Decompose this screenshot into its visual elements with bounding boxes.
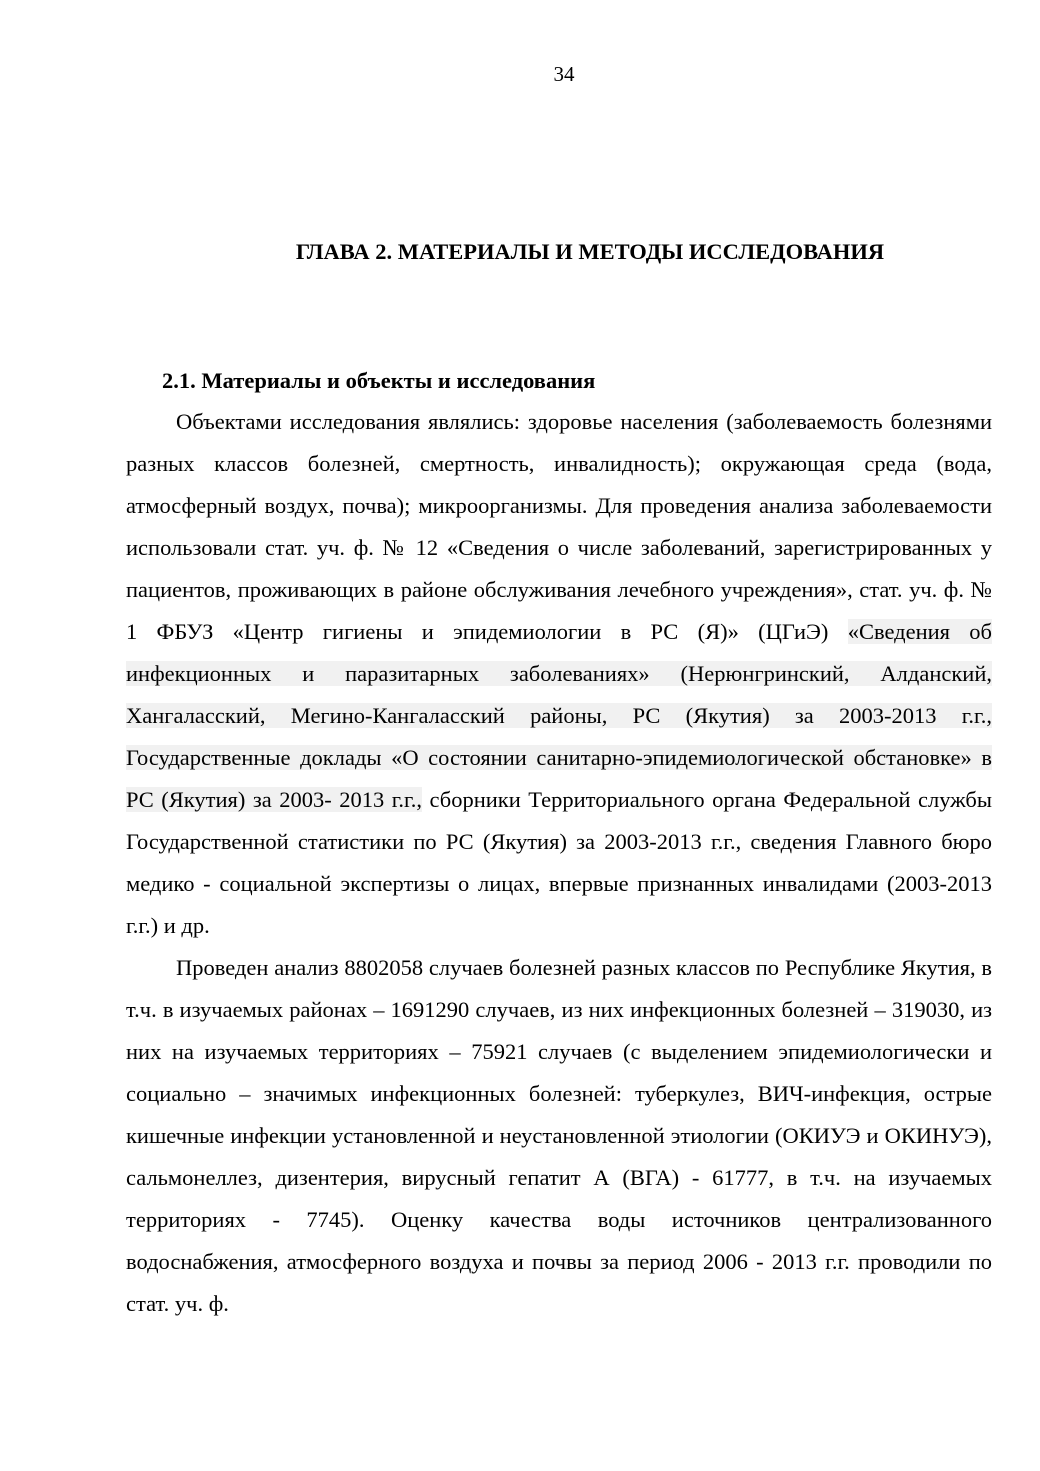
paragraph-objects (126, 401, 992, 947)
paragraph-text: Объектами исследования являлись: здоровье населения (заболеваемость болезнями разных классов болезней, смертность, инвалидность); окружающая среда (вода, атмосферный воздух, почва); микроорганизмы. Для проведения анализа заболеваемости использовали стат. уч. ф. № 12 «Сведения о числе заболеваний, зарегистрированных у пациентов, проживающих в районе обслуживания лечебного учреждения», стат. уч. ф. № 1 ФБУЗ «Центр гигиены и эпидемиологии в РС (Я)» (ЦГиЭ) (126, 409, 992, 644)
highlighted-text: «Сведения об инфекционных и паразитарных заболеваниях» (Нерюнгринский, Алданский, Хангаласский, Мегино-Кангаласский районы, РС (Якутия) за 2003-2013 г.г., Государственные доклады «О состоянии санитарно-эпидемиологической обстановке» в РС (Якутия) за 2003- 2013 г.г., (126, 619, 992, 812)
chapter-title: ГЛАВА 2. МАТЕРИАЛЫ И МЕТОДЫ ИССЛЕДОВАНИЯ (295, 239, 885, 264)
paragraph-text: Проведен анализ 8802058 случаев болезней разных классов по Республике Якутия, в т.ч. в изучаемых районах – 1691290 случаев, из них инфекционных болезней – 319030, из них на изучаемых территориях – 75921 случаев (с выделением эпидемиологически и социально – значимых инфекционных болезней: туберкулез, ВИЧ-инфекция, острые кишечные инфекции установленной и неустановленной этиологии (ОКИУЭ и ОКИНУЭ), сальмонеллез, дизентерия, вирусный гепатит А (ВГА) - 61777, в т.ч. на изучаемых территориях - 7745). Оценку качества воды источников централизованного водоснабжения, атмосферного воздуха и почвы за период 2006 - 2013 г.г. проводили по стат. уч. ф. (126, 955, 992, 1316)
paragraph-analysis (126, 947, 992, 1325)
page-number: 34 (553, 62, 575, 86)
paragraph-text: сборники Территориального органа Федеральной службы Государственной статистики по РС (Якутия) за 2003-2013 г.г., сведения Главного бюро медико - социальной экспертизы о лицах, впервые признанных инвалидами (2003-2013 г.г.) и др. (126, 787, 992, 938)
body-text (126, 401, 992, 1325)
section-title: 2.1. Материалы и объекты и исследования (162, 368, 596, 393)
